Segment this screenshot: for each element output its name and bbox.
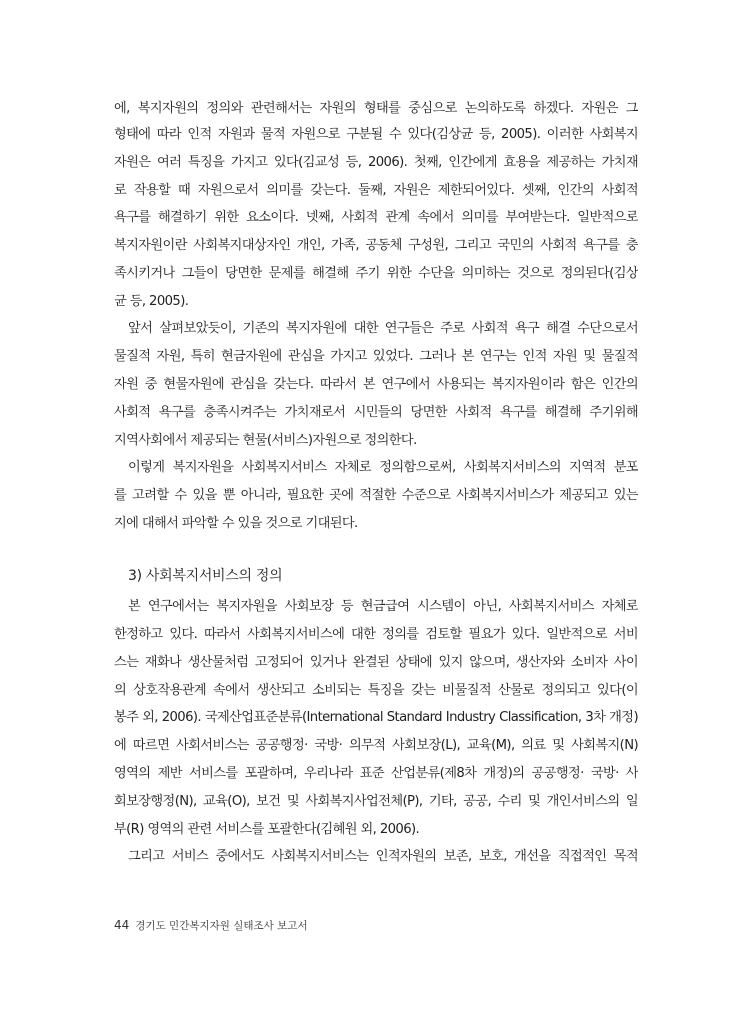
text-line: 회보장행정(N), 교육(O), 보건 및 사회복지사업전체(P), 기타, 공공, 수리 및 개인서비스의 일 (114, 794, 638, 809)
text-line: 의 상호작용관계 속에서 생산되고 소비되는 특징을 갖는 비물질적 산물로 정의되고 있다(이 (114, 683, 638, 698)
page-footer (114, 918, 308, 933)
text-line: 물질적 자원, 특히 현금자원에 관심을 가지고 있었다. 그러나 본 연구는 인적 자원 및 물질적 (114, 349, 638, 364)
paragraph-first-line: 이렇게 복지자원을 사회복지서비스 자체로 정의함으로써, 사회복지서비스의 지역적 분포 (128, 460, 638, 475)
paragraph-first-line: 그리고 서비스 중에서도 사회복지서비스는 인적자원의 보존, 보호, 개선을 직접적인 목적 (128, 849, 638, 864)
text-line: 형태에 따라 인적 자원과 물적 자원으로 구분될 수 있다(김상균 등, 2005). 이러한 사회복지 (114, 127, 638, 142)
text-line: 에, 복지자원의 정의와 관련해서는 자원의 형태를 중심으로 논의하도록 하겠다. 자원은 그 (114, 101, 638, 116)
text-line: 자원 중 현물자원에 관심을 갖는다. 따라서 본 연구에서 사용되는 복지자원이라 함은 인간의 (114, 377, 638, 392)
text-line: 영역의 제반 서비스를 포괄하며, 우리나라 표준 산업분류(제8차 개정)의 공공행정· 국방· 사 (114, 766, 638, 781)
text-line: 부(R) 영역의 관련 서비스를 포괄한다(김혜원 외, 2006). (114, 822, 420, 837)
section-heading: 3) 사회복지서비스의 정의 (128, 568, 283, 584)
text-line: 스는 재화나 생산물처럼 고정되어 있거나 완결된 상태에 있지 않으며, 생산자와 소비자 사이 (114, 655, 638, 670)
text-line: 자원은 여러 특징을 가지고 있다(김교성 등, 2006). 첫째, 인간에게 효용을 제공하는 가치재 (114, 155, 638, 170)
text-line: 복지자원이란 사회복지대상자인 개인, 가족, 공동체 구성원, 그리고 국민의 사회적 욕구를 충 (114, 238, 638, 253)
text-line: 사회적 욕구를 충족시켜주는 가치재로서 시민들의 당면한 사회적 욕구를 해결해 주기위해 (114, 405, 638, 420)
text-line: 균 등, 2005). (114, 294, 189, 309)
text-line: 지에 대해서 파악할 수 있을 것으로 기대된다. (114, 516, 358, 531)
text-line: 지역사회에서 제공되는 현물(서비스)자원으로 정의한다. (114, 433, 417, 448)
text-line: 로 작용할 때 자원으로서 의미를 갖는다. 둘째, 자원은 제한되어있다. 셋째, 인간의 사회적 (114, 183, 638, 198)
text-line: 욕구를 해결하기 위한 요소이다. 넷째, 사회적 관계 속에서 의미를 부여받는다. 일반적으로 (114, 210, 638, 225)
report-title: 경기도 민간복지자원 실태조사 보고서 (135, 920, 308, 932)
text-line: 에 따르면 사회서비스는 공공행정· 국방· 의무적 사회보장(L), 교육(M), 의료 및 사회복지(N) (114, 738, 638, 753)
text-line: 족시키거나 그들이 당면한 문제를 해결해 주기 위한 수단을 의미하는 것으로 정의된다(김상 (114, 266, 638, 281)
paragraph-first-line: 본 연구에서는 복지자원을 사회보장 등 현금급여 시스템이 아닌, 사회복지서비스 자체로 (128, 599, 638, 614)
paragraph-first-line: 앞서 살펴보았듯이, 기존의 복지자원에 대한 연구들은 주로 사회적 욕구 해결 수단으로서 (128, 321, 638, 336)
text-line: 를 고려할 수 있을 뿐 아니라, 필요한 곳에 적절한 수준으로 사회복지서비스가 제공되고 있는 (114, 488, 638, 503)
text-line: 한정하고 있다. 따라서 사회복지서비스에 대한 정의를 검토할 필요가 있다. 일반적으로 서비 (114, 627, 638, 642)
page-number: 44 (114, 918, 130, 932)
text-line: 봉주 외, 2006). 국제산업표준분류(International Standard Industry Classification, 3차 개정) (114, 710, 638, 725)
